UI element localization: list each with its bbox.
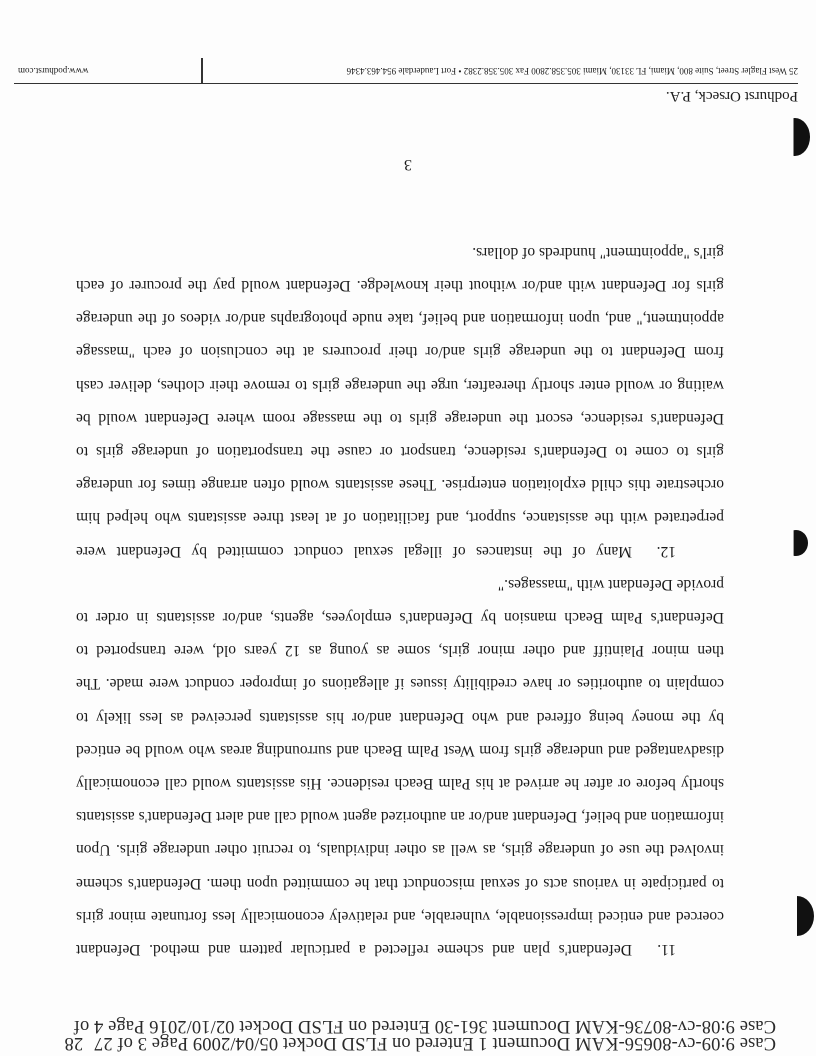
punch-hole-top <box>780 118 810 156</box>
paragraph-number: 12. <box>656 542 676 560</box>
punch-hole-bottom <box>780 896 814 936</box>
footer-address: 25 West Flagler Street, Suite 800, Miami, FL 33130, Miami 305.358.2800 Fax 305.358.2382 • Fort Lauderdale 954.463.4346 <box>346 66 798 76</box>
stamp-page-suffix: 28 <box>64 1033 84 1053</box>
paragraph-11 <box>76 568 724 966</box>
document-body <box>76 236 724 966</box>
court-filing-stamp-line-2 <box>26 1034 776 1052</box>
paragraph-text: Defendant's plan and scheme reflected a particular pattern and method. Defendant coerced and enticed impressionable, vulnerable, and relatively economically less fortunate minor girls to participate in various acts of sexual misconduct that he committed upon them. Defendant's scheme involved the use of underage girls, as well as other individuals, to recruit other underage girls. Upon information and belief, Defendant and/or an authorized agent would call and alert Defendant's assistants shortly before or after he arrived at his Palm Beach residence. His assistants would call economically disadvantaged and underage girls from West Palm Beach and surrounding areas who would be enticed by the money being offered and who Defendant and/or his assistants perceived as less likely to complain to authorities or have credibility issues if allegations of improper conduct were made. The then minor Plaintiff and other minor girls, some as young as 12 years old, were transported to Defendant's Palm Beach mansion by Defendant's employees, agents, and/or assistants in order to provide Defendant with "massages." <box>76 575 724 958</box>
footer-website: www.podhurst.com <box>18 66 89 76</box>
paragraph-text: Many of the instances of illegal sexual conduct committed by Defendant were perpetrated with the assistance, support, and facilitation of at least three assistants who helped him orchestrate this child exploitation enterprise. These assistants would often arrange times for underage girls to come to Defendant's residence, transport or cause the transportation of underage girls to Defendant's residence, escort the underage girls to the massage room where Defendant would be waiting or would enter shortly thereafter, urge the underage girls to remove their clothes, deliver cash from Defendant to the underage girls and/or their procurers at the conclusion of each "massage appointment," and, upon information and belief, take nude photographs and/or videos of the underage girls for Defendant with and/or without their knowledge. Defendant would pay the procurer of each girl's "appointment" hundreds of dollars. <box>76 243 724 560</box>
stamp-line-1-text: Case 9:08-cv-80736-KAM Document 361-30 Entered on FLSD Docket 02/10/2016 Page 4 of <box>73 1016 776 1036</box>
footer-rule <box>14 83 798 84</box>
paragraph-number: 11. <box>657 941 676 958</box>
punch-hole-middle <box>784 530 808 556</box>
page-number: 3 <box>404 156 412 173</box>
footer-divider <box>201 58 203 84</box>
footer-firm-name: Podhurst Orseck, P.A. <box>665 88 798 104</box>
stamp-line-2-text: Case 9:09-cv-80656-KAM Document 1 Entered on FLSD Docket 05/04/2009 Page 3 of 27 <box>93 1033 776 1053</box>
paragraph-12 <box>76 236 724 568</box>
